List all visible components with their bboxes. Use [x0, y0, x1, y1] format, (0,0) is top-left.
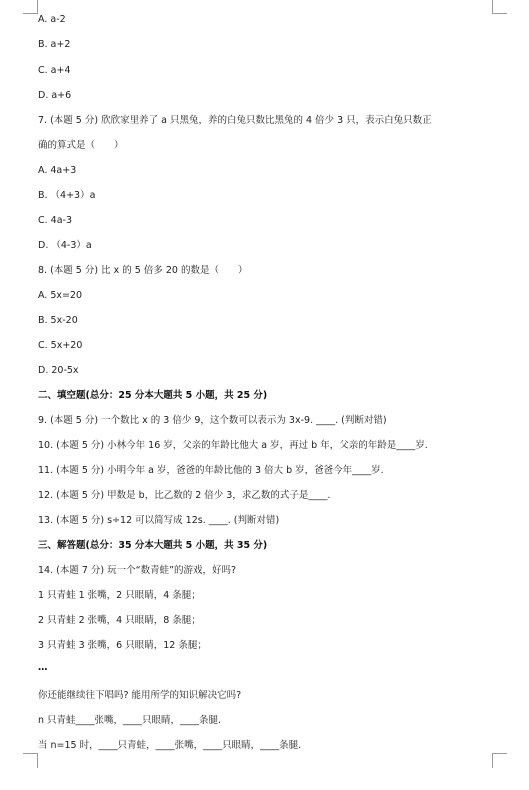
option-c: C. 5x+20 — [38, 340, 83, 351]
frog-line-1: 1 只青蛙 1 张嘴，2 只眼睛，4 条腿； — [38, 590, 201, 601]
question-7-text: 7. (本题 5 分) 欣欣家里养了 a 只黑兔，养的白兔只数比黑兔的 4 倍少 3 只，表示白兔只数正 — [38, 115, 432, 126]
option-a: A. a-2 — [38, 14, 66, 25]
ellipsis: … — [38, 662, 48, 673]
option-d: D. 20-5x — [38, 365, 79, 376]
page-corner-mark — [492, 0, 507, 14]
question-8-text: 8. (本题 5 分) 比 x 的 5 倍多 20 的数是（ ） — [38, 265, 248, 276]
question-12-text: 12. (本题 5 分) 甲数是 b，比乙数的 2 倍少 3，求乙数的式子是____. — [38, 490, 331, 501]
question-9-text: 9. (本题 5 分) 一个数比 x 的 3 倍少 9，这个数可以表示为 3x-9. ____. (判断对错) — [38, 415, 387, 426]
option-c: C. 4a-3 — [38, 215, 73, 226]
option-d: D. a+6 — [38, 90, 72, 101]
option-a: A. 4a+3 — [38, 165, 77, 176]
option-b: B. a+2 — [38, 39, 71, 50]
page-corner-mark — [23, 0, 38, 14]
question-14-prompt: 你还能继续往下唱吗? 能用所学的知识解决它吗? — [38, 690, 242, 701]
page-corner-mark — [492, 753, 507, 768]
option-a: A. 5x=20 — [38, 290, 83, 301]
option-c: C. a+4 — [38, 65, 71, 76]
question-13-text: 13. (本题 5 分) s÷12 可以简写成 12s. ____. (判断对错) — [38, 515, 280, 526]
frog-line-2: 2 只青蛙 2 张嘴，4 只眼睛，8 条腿； — [38, 615, 201, 626]
question-14-blank-15: 当 n=15 时，____只青蛙，____张嘴，____只眼睛，____条腿. — [38, 740, 302, 751]
section-heading-answer: 三、解答题(总分：35 分本大题共 5 小题，共 35 分) — [38, 540, 268, 551]
option-d: D. （4-3）a — [38, 240, 92, 251]
option-b: B. （4+3）a — [38, 190, 96, 201]
frog-line-3: 3 只青蛙 3 张嘴，6 只眼睛，12 条腿； — [38, 640, 207, 651]
question-14-blank-n: n 只青蛙____张嘴，____只眼睛，____条腿. — [38, 715, 222, 726]
section-heading-fill-in: 二、填空题(总分：25 分本大题共 5 小题，共 25 分) — [38, 390, 268, 401]
option-b: B. 5x-20 — [38, 315, 78, 326]
page-corner-mark — [23, 753, 38, 768]
question-11-text: 11. (本题 5 分) 小明今年 a 岁，爸爸的年龄比他的 3 倍大 b 岁，爸爸今年____岁. — [38, 465, 384, 476]
question-14-text: 14. (本题 7 分) 玩一个“数青蛙”的游戏，好吗? — [38, 565, 237, 576]
question-7-text-cont: 确的算式是（ ） — [38, 140, 124, 151]
question-10-text: 10. (本题 5 分) 小林今年 16 岁，父亲的年龄比他大 a 岁，再过 b 年，父亲的年龄是____岁. — [38, 440, 428, 451]
